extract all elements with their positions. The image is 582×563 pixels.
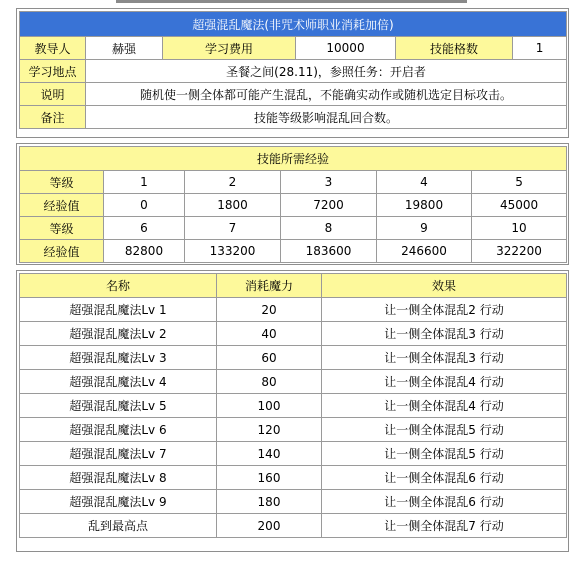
table-row (20, 514, 567, 538)
mp-cost-cell: 60 (217, 346, 322, 370)
level-label: 等级 (20, 171, 104, 194)
effect-cell: 让一侧全体混乱3 行动 (322, 322, 567, 346)
exp-cell: 45000 (472, 194, 567, 217)
column-header-effect: 效果 (322, 274, 567, 298)
table-row (20, 394, 567, 418)
mp-cost-cell: 200 (217, 514, 322, 538)
experience-table (19, 146, 567, 263)
exp-cell: 183600 (281, 240, 377, 263)
note-value: 技能等级影响混乱回合数。 (86, 106, 567, 129)
table-row (20, 346, 567, 370)
level-name-cell: 乱到最高点 (20, 514, 217, 538)
levels-table-body (20, 298, 567, 538)
slots-value: 1 (513, 37, 567, 60)
note-label: 备注 (20, 106, 86, 129)
levels-panel (16, 270, 569, 552)
top-divider (116, 0, 467, 3)
instructor-label: 教导人 (20, 37, 86, 60)
mp-cost-cell: 180 (217, 490, 322, 514)
level-name-cell: 超强混乱魔法Lv 3 (20, 346, 217, 370)
exp-cell: 322200 (472, 240, 567, 263)
mp-cost-cell: 120 (217, 418, 322, 442)
effect-cell: 让一侧全体混乱6 行动 (322, 490, 567, 514)
level-name-cell: 超强混乱魔法Lv 5 (20, 394, 217, 418)
level-name-cell: 超强混乱魔法Lv 6 (20, 418, 217, 442)
table-row (20, 490, 567, 514)
description-label: 说明 (20, 83, 86, 106)
table-row (20, 466, 567, 490)
mp-cost-cell: 20 (217, 298, 322, 322)
level-cell: 1 (104, 171, 185, 194)
slots-label: 技能格数 (396, 37, 513, 60)
level-name-cell: 超强混乱魔法Lv 7 (20, 442, 217, 466)
level-name-cell: 超强混乱魔法Lv 2 (20, 322, 217, 346)
effect-cell: 让一侧全体混乱7 行动 (322, 514, 567, 538)
level-cell: 8 (281, 217, 377, 240)
effect-cell: 让一侧全体混乱5 行动 (322, 418, 567, 442)
mp-cost-cell: 80 (217, 370, 322, 394)
level-name-cell: 超强混乱魔法Lv 4 (20, 370, 217, 394)
table-row (20, 418, 567, 442)
level-name-cell: 超强混乱魔法Lv 8 (20, 466, 217, 490)
level-cell: 3 (281, 171, 377, 194)
exp-label: 经验值 (20, 240, 104, 263)
skill-info-panel (16, 8, 569, 138)
effect-cell: 让一侧全体混乱4 行动 (322, 394, 567, 418)
exp-cell: 246600 (377, 240, 472, 263)
skill-info-table (19, 11, 567, 129)
exp-label: 经验值 (20, 194, 104, 217)
effect-cell: 让一侧全体混乱4 行动 (322, 370, 567, 394)
skill-title: 超强混乱魔法(非咒术师职业消耗加倍) (20, 12, 567, 37)
instructor-value: 赫强 (86, 37, 163, 60)
level-cell: 5 (472, 171, 567, 194)
level-cell: 4 (377, 171, 472, 194)
column-header-name: 名称 (20, 274, 217, 298)
mp-cost-cell: 100 (217, 394, 322, 418)
table-row (20, 322, 567, 346)
location-value: 圣餐之间(28.11)，参照任务：开启者 (86, 60, 567, 83)
experience-title: 技能所需经验 (20, 147, 567, 171)
table-row (20, 298, 567, 322)
mp-cost-cell: 140 (217, 442, 322, 466)
exp-cell: 0 (104, 194, 185, 217)
levels-table (19, 273, 567, 538)
level-name-cell: 超强混乱魔法Lv 9 (20, 490, 217, 514)
table-row (20, 370, 567, 394)
experience-panel (16, 143, 569, 265)
effect-cell: 让一侧全体混乱3 行动 (322, 346, 567, 370)
level-cell: 7 (185, 217, 281, 240)
column-header-mp: 消耗魔力 (217, 274, 322, 298)
description-value: 随机使一侧全体都可能产生混乱，不能确实动作或随机选定目标攻击。 (86, 83, 567, 106)
effect-cell: 让一侧全体混乱6 行动 (322, 466, 567, 490)
exp-cell: 1800 (185, 194, 281, 217)
level-cell: 6 (104, 217, 185, 240)
effect-cell: 让一侧全体混乱5 行动 (322, 442, 567, 466)
level-cell: 10 (472, 217, 567, 240)
mp-cost-cell: 160 (217, 466, 322, 490)
level-cell: 9 (377, 217, 472, 240)
level-label: 等级 (20, 217, 104, 240)
level-name-cell: 超强混乱魔法Lv 1 (20, 298, 217, 322)
exp-cell: 7200 (281, 194, 377, 217)
exp-cell: 133200 (185, 240, 281, 263)
exp-cell: 82800 (104, 240, 185, 263)
effect-cell: 让一侧全体混乱2 行动 (322, 298, 567, 322)
mp-cost-cell: 40 (217, 322, 322, 346)
table-row (20, 442, 567, 466)
cost-label: 学习费用 (163, 37, 296, 60)
exp-cell: 19800 (377, 194, 472, 217)
cost-value: 10000 (296, 37, 396, 60)
location-label: 学习地点 (20, 60, 86, 83)
level-cell: 2 (185, 171, 281, 194)
